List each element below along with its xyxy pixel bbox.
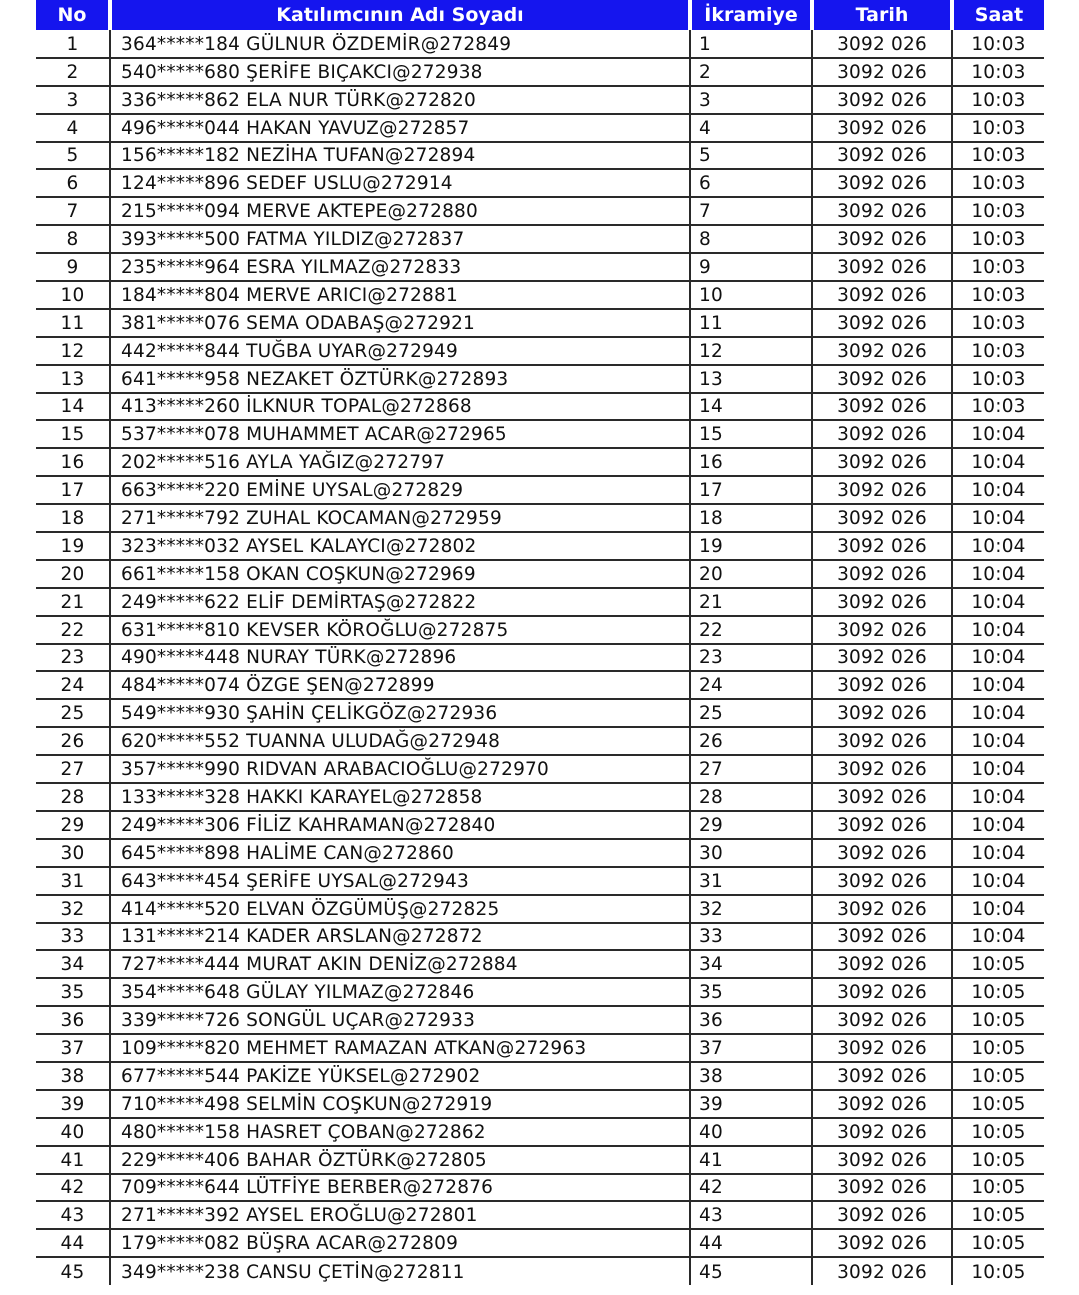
table-row [36,420,1044,448]
cell-no: 42 [36,1174,110,1202]
cell-no: 33 [36,923,110,951]
cell-no: 1 [36,30,110,58]
cell-date: 3092 026 [812,867,952,895]
table-row [36,197,1044,225]
cell-participant: 133*****328 HAKKI KARAYEL@272858 [110,783,690,811]
cell-participant: 413*****260 İLKNUR TOPAL@272868 [110,393,690,421]
cell-participant: 323*****032 AYSEL KALAYCI@272802 [110,532,690,560]
cell-no: 16 [36,448,110,476]
cell-time: 10:03 [952,86,1044,114]
cell-no: 24 [36,671,110,699]
cell-time: 10:05 [952,950,1044,978]
cell-date: 3092 026 [812,671,952,699]
cell-time: 10:04 [952,616,1044,644]
cell-participant: 620*****552 TUANNA ULUDAĞ@272948 [110,727,690,755]
table-row [36,225,1044,253]
cell-no: 13 [36,365,110,393]
cell-prize: 25 [690,699,812,727]
cell-time: 10:05 [952,978,1044,1006]
cell-date: 3092 026 [812,923,952,951]
cell-no: 27 [36,755,110,783]
table-body [36,30,1044,1285]
cell-no: 10 [36,281,110,309]
cell-prize: 38 [690,1062,812,1090]
cell-date: 3092 026 [812,86,952,114]
cell-no: 21 [36,588,110,616]
cell-prize: 10 [690,281,812,309]
cell-time: 10:04 [952,699,1044,727]
cell-time: 10:03 [952,142,1044,170]
cell-time: 10:05 [952,1006,1044,1034]
cell-participant: 109*****820 MEHMET RAMAZAN ATKAN@272963 [110,1034,690,1062]
table-row [36,1062,1044,1090]
cell-time: 10:04 [952,839,1044,867]
cell-date: 3092 026 [812,755,952,783]
cell-prize: 9 [690,253,812,281]
cell-prize: 15 [690,420,812,448]
cell-prize: 43 [690,1201,812,1229]
cell-participant: 631*****810 KEVSER KÖROĞLU@272875 [110,616,690,644]
cell-prize: 33 [690,923,812,951]
cell-time: 10:03 [952,197,1044,225]
cell-time: 10:05 [952,1118,1044,1146]
cell-participant: 229*****406 BAHAR ÖZTÜRK@272805 [110,1146,690,1174]
cell-time: 10:04 [952,420,1044,448]
table-row [36,839,1044,867]
cell-date: 3092 026 [812,225,952,253]
table-row [36,1229,1044,1257]
cell-no: 14 [36,393,110,421]
cell-participant: 235*****964 ESRA YILMAZ@272833 [110,253,690,281]
cell-no: 9 [36,253,110,281]
cell-participant: 124*****896 SEDEF USLU@272914 [110,169,690,197]
cell-time: 10:03 [952,58,1044,86]
table-row [36,365,1044,393]
cell-time: 10:04 [952,644,1044,672]
cell-no: 45 [60,1262,85,1284]
cell-prize: 22 [690,616,812,644]
cell-participant: 661*****158 OKAN COŞKUN@272969 [110,560,690,588]
table-row [36,923,1044,951]
cell-no: 40 [36,1118,110,1146]
cell-no: 5 [36,142,110,170]
cell-date: 3092 026 [812,420,952,448]
table-row [36,281,1044,309]
cell-participant: 393*****500 FATMA YILDIZ@272837 [110,225,690,253]
table-row [36,867,1044,895]
cell-prize: 32 [690,895,812,923]
cell-no: 35 [36,978,110,1006]
cell-no: 44 [36,1229,110,1257]
header-name: Katılımcının Adı Soyadı [110,0,690,30]
cell-no: 20 [36,560,110,588]
winners-table [36,0,1044,1285]
cell-time: 10:04 [952,895,1044,923]
cell-prize: 20 [690,560,812,588]
cell-date: 3092 026 [812,114,952,142]
cell-participant: 496*****044 HAKAN YAVUZ@272857 [110,114,690,142]
cell-time: 10:03 [952,365,1044,393]
cell-participant: 179*****082 BÜŞRA ACAR@272809 [110,1229,690,1257]
cell-time: 10:04 [952,811,1044,839]
cell-time: 10:04 [952,923,1044,951]
cell-time: 10:04 [952,504,1044,532]
cell-prize: 16 [690,448,812,476]
table-row [36,699,1044,727]
cell-prize: 24 [690,671,812,699]
cell-time: 10:05 [952,1201,1044,1229]
table-row [36,253,1044,281]
cell-no: 39 [36,1090,110,1118]
cell-date: 3092 026 [812,253,952,281]
cell-prize: 44 [690,1229,812,1257]
cell-prize: 6 [690,169,812,197]
cell-date: 3092 026 [812,727,952,755]
cell-prize: 40 [690,1118,812,1146]
cell-prize: 34 [690,950,812,978]
cell-date: 3092 026 [812,1229,952,1257]
cell-date: 3092 026 [812,309,952,337]
table-row [36,1174,1044,1202]
cell-date: 3092 026 [812,1146,952,1174]
cell-participant: 645*****898 HALİME CAN@272860 [110,839,690,867]
table-header [36,0,1044,30]
table-row [36,644,1044,672]
cell-prize: 41 [690,1146,812,1174]
table-row [36,448,1044,476]
cell-date: 3092 026 [812,839,952,867]
cell-time: 10:03 [952,281,1044,309]
cell-date: 3092 026 [812,337,952,365]
table-row [36,114,1044,142]
cell-date: 3092 026 [812,1006,952,1034]
table-row [36,783,1044,811]
cell-date: 3092 026 [812,365,952,393]
cell-prize: 30 [690,839,812,867]
cell-no: 43 [36,1201,110,1229]
cell-prize: 11 [690,309,812,337]
cell-prize: 2 [690,58,812,86]
cell-participant: 249*****306 FİLİZ KAHRAMAN@272840 [110,811,690,839]
cell-no: 19 [36,532,110,560]
cell-time: 10:03 [952,309,1044,337]
cell-time: 10:03 [952,393,1044,421]
cell-participant: 336*****862 ELA NUR TÜRK@272820 [110,86,690,114]
cell-no: 34 [36,950,110,978]
cell-prize: 19 [690,532,812,560]
cell-prize: 31 [690,867,812,895]
table-row [36,755,1044,783]
cell-no: 25 [36,699,110,727]
cell-participant: 156*****182 NEZİHA TUFAN@272894 [110,142,690,170]
cell-participant: 727*****444 MURAT AKIN DENİZ@272884 [110,950,690,978]
cell-date: 3092 026 [812,58,952,86]
cell-participant: 364*****184 GÜLNUR ÖZDEMİR@272849 [110,30,690,58]
cell-date: 3092 026 [812,281,952,309]
table-row [36,1006,1044,1034]
winners-sheet [36,0,1044,1285]
cell-date: 3092 026 [812,197,952,225]
cell-date: 3092 026 [812,950,952,978]
cell-time: 10:04 [952,671,1044,699]
cell-no: 38 [36,1062,110,1090]
cell-participant: 381*****076 SEMA ODABAŞ@272921 [110,309,690,337]
cell-prize: 18 [690,504,812,532]
cell-no: 17 [36,476,110,504]
cell-no: 8 [36,225,110,253]
cell-prize: 23 [690,644,812,672]
header-prize: İkramiye [690,0,812,30]
cell-participant: 131*****214 KADER ARSLAN@272872 [110,923,690,951]
cell-prize: 7 [690,197,812,225]
table-row [36,811,1044,839]
table-row [36,1146,1044,1174]
cell-time: 10:03 [952,337,1044,365]
cell-no: 11 [36,309,110,337]
cell-no: 36 [36,1006,110,1034]
table-row [36,560,1044,588]
cell-participant: 480*****158 HASRET ÇOBAN@272862 [110,1118,690,1146]
cell-date: 3092 026 [812,588,952,616]
cell-participant: 357*****990 RIDVAN ARABACIOĞLU@272970 [110,755,690,783]
cell-no: 15 [36,420,110,448]
cell-time: 10:03 [952,225,1044,253]
cell-participant: 202*****516 AYLA YAĞIZ@272797 [110,448,690,476]
cell-date: 3092 026 [812,699,952,727]
table-row [36,727,1044,755]
table-row [36,1090,1044,1118]
header-date: Tarih [812,0,952,30]
cell-time: 10:03 [952,253,1044,281]
cell-participant: 354*****648 GÜLAY YILMAZ@272846 [110,978,690,1006]
cell-prize: 26 [690,727,812,755]
cell-participant: 641*****958 NEZAKET ÖZTÜRK@272893 [110,365,690,393]
cell-time: 10:05 [952,1229,1044,1257]
cell-date: 3092 026 [812,1174,952,1202]
cell-no: 41 [36,1146,110,1174]
cell-date: 3092 026 [812,142,952,170]
cell-participant: 442*****844 TUĞBA UYAR@272949 [110,337,690,365]
header-time: Saat [952,0,1044,30]
cell-no: 6 [36,169,110,197]
cell-date: 3092 026 [812,1034,952,1062]
cell-date: 3092 026 [812,30,952,58]
cell-no: 26 [36,727,110,755]
cell-time: 10:05 [952,1062,1044,1090]
cell-date: 3092 026 [812,1257,952,1285]
cell-time: 10:04 [952,755,1044,783]
header-row [36,0,1044,30]
cell-no: 32 [36,895,110,923]
cell-time: 10:04 [952,560,1044,588]
cell-time: 10:05 [952,1034,1044,1062]
table-row [36,1201,1044,1229]
table-row [36,86,1044,114]
cell-prize: 36 [690,1006,812,1034]
cell-time: 10:04 [952,867,1044,895]
table-row [36,337,1044,365]
cell-prize: 14 [690,393,812,421]
cell-time: 10:04 [952,532,1044,560]
cell-time: 10:04 [952,727,1044,755]
cell-no: 12 [36,337,110,365]
cell-time: 10:05 [952,1146,1044,1174]
cell-date: 3092 026 [812,811,952,839]
table-row [36,978,1044,1006]
cell-date: 3092 026 [812,560,952,588]
cell-time: 10:05 [952,1174,1044,1202]
cell-participant: 484*****074 ÖZGE ŞEN@272899 [110,671,690,699]
cell-time: 10:03 [952,169,1044,197]
cell-participant: 540*****680 ŞERİFE BIÇAKCI@272938 [110,58,690,86]
cell-no: 23 [36,644,110,672]
cell-date: 3092 026 [812,895,952,923]
cell-date: 3092 026 [812,476,952,504]
cell-prize: 3 [690,86,812,114]
cell-prize: 5 [690,142,812,170]
cell-prize: 28 [690,783,812,811]
cell-time: 10:05 [952,1090,1044,1118]
cell-participant: 349*****238 CANSU ÇETİN@272811 [110,1257,690,1285]
table-row [36,895,1044,923]
table-row [36,950,1044,978]
table-row [36,309,1044,337]
cell-participant: 271*****792 ZUHAL KOCAMAN@272959 [110,504,690,532]
table-row [36,476,1044,504]
table-row [36,30,1044,58]
cell-prize: 42 [690,1174,812,1202]
cell-participant: 663*****220 EMİNE UYSAL@272829 [110,476,690,504]
cell-date: 3092 026 [812,393,952,421]
cell-date: 3092 026 [812,644,952,672]
cell-no: 18 [36,504,110,532]
cell-no: 7 [36,197,110,225]
cell-time: 10:05 [952,1257,1044,1285]
cell-participant: 184*****804 MERVE ARICI@272881 [110,281,690,309]
table-row [36,169,1044,197]
cell-participant: 271*****392 AYSEL EROĞLU@272801 [110,1201,690,1229]
cell-no: 29 [36,811,110,839]
cell-participant: 215*****094 MERVE AKTEPE@272880 [110,197,690,225]
cell-participant: 677*****544 PAKİZE YÜKSEL@272902 [110,1062,690,1090]
cell-time: 10:04 [952,783,1044,811]
cell-time: 10:03 [952,114,1044,142]
cell-participant: 339*****726 SONGÜL UÇAR@272933 [110,1006,690,1034]
header-no: No [36,0,110,30]
cell-date: 3092 026 [812,1090,952,1118]
table-row [36,58,1044,86]
cell-prize: 45 [690,1257,812,1285]
cell-participant: 643*****454 ŞERİFE UYSAL@272943 [110,867,690,895]
cell-prize: 37 [690,1034,812,1062]
cell-date: 3092 026 [812,1118,952,1146]
cell-no: 4 [36,114,110,142]
cell-time: 10:04 [952,448,1044,476]
cell-prize: 39 [690,1090,812,1118]
table-row [36,1257,1044,1285]
cell-time: 10:03 [952,30,1044,58]
table-row [36,504,1044,532]
table-row [36,616,1044,644]
table-row [36,588,1044,616]
cell-date: 3092 026 [812,978,952,1006]
cell-time: 10:04 [952,588,1044,616]
table-row [36,1034,1044,1062]
cell-no: 28 [36,783,110,811]
cell-prize: 27 [690,755,812,783]
table-row [36,671,1044,699]
cell-no: 30 [36,839,110,867]
table-row [36,532,1044,560]
cell-date: 3092 026 [812,532,952,560]
cell-prize: 17 [690,476,812,504]
cell-date: 3092 026 [812,616,952,644]
cell-prize: 12 [690,337,812,365]
cell-participant: 549*****930 ŞAHİN ÇELİKGÖZ@272936 [110,699,690,727]
cell-prize: 13 [690,365,812,393]
cell-time: 10:04 [952,476,1044,504]
cell-date: 3092 026 [812,169,952,197]
cell-participant: 490*****448 NURAY TÜRK@272896 [110,644,690,672]
cell-prize: 4 [690,114,812,142]
cell-prize: 29 [690,811,812,839]
table-row [36,393,1044,421]
cell-no: 37 [36,1034,110,1062]
cell-no: 2 [36,58,110,86]
cell-date: 3092 026 [812,1062,952,1090]
cell-no: 31 [36,867,110,895]
cell-prize: 21 [690,588,812,616]
cell-date: 3092 026 [812,783,952,811]
table-row [36,142,1044,170]
cell-participant: 709*****644 LÜTFİYE BERBER@272876 [110,1174,690,1202]
cell-participant: 710*****498 SELMİN COŞKUN@272919 [110,1090,690,1118]
table-row [36,1118,1044,1146]
cell-date: 3092 026 [812,504,952,532]
cell-prize: 1 [690,30,812,58]
cell-no: 3 [36,86,110,114]
cell-participant: 249*****622 ELİF DEMİRTAŞ@272822 [110,588,690,616]
cell-participant: 414*****520 ELVAN ÖZGÜMÜŞ@272825 [110,895,690,923]
cell-participant: 537*****078 MUHAMMET ACAR@272965 [110,420,690,448]
cell-prize: 35 [690,978,812,1006]
cell-date: 3092 026 [812,1201,952,1229]
cell-no: 22 [36,616,110,644]
cell-prize: 8 [690,225,812,253]
cell-date: 3092 026 [812,448,952,476]
